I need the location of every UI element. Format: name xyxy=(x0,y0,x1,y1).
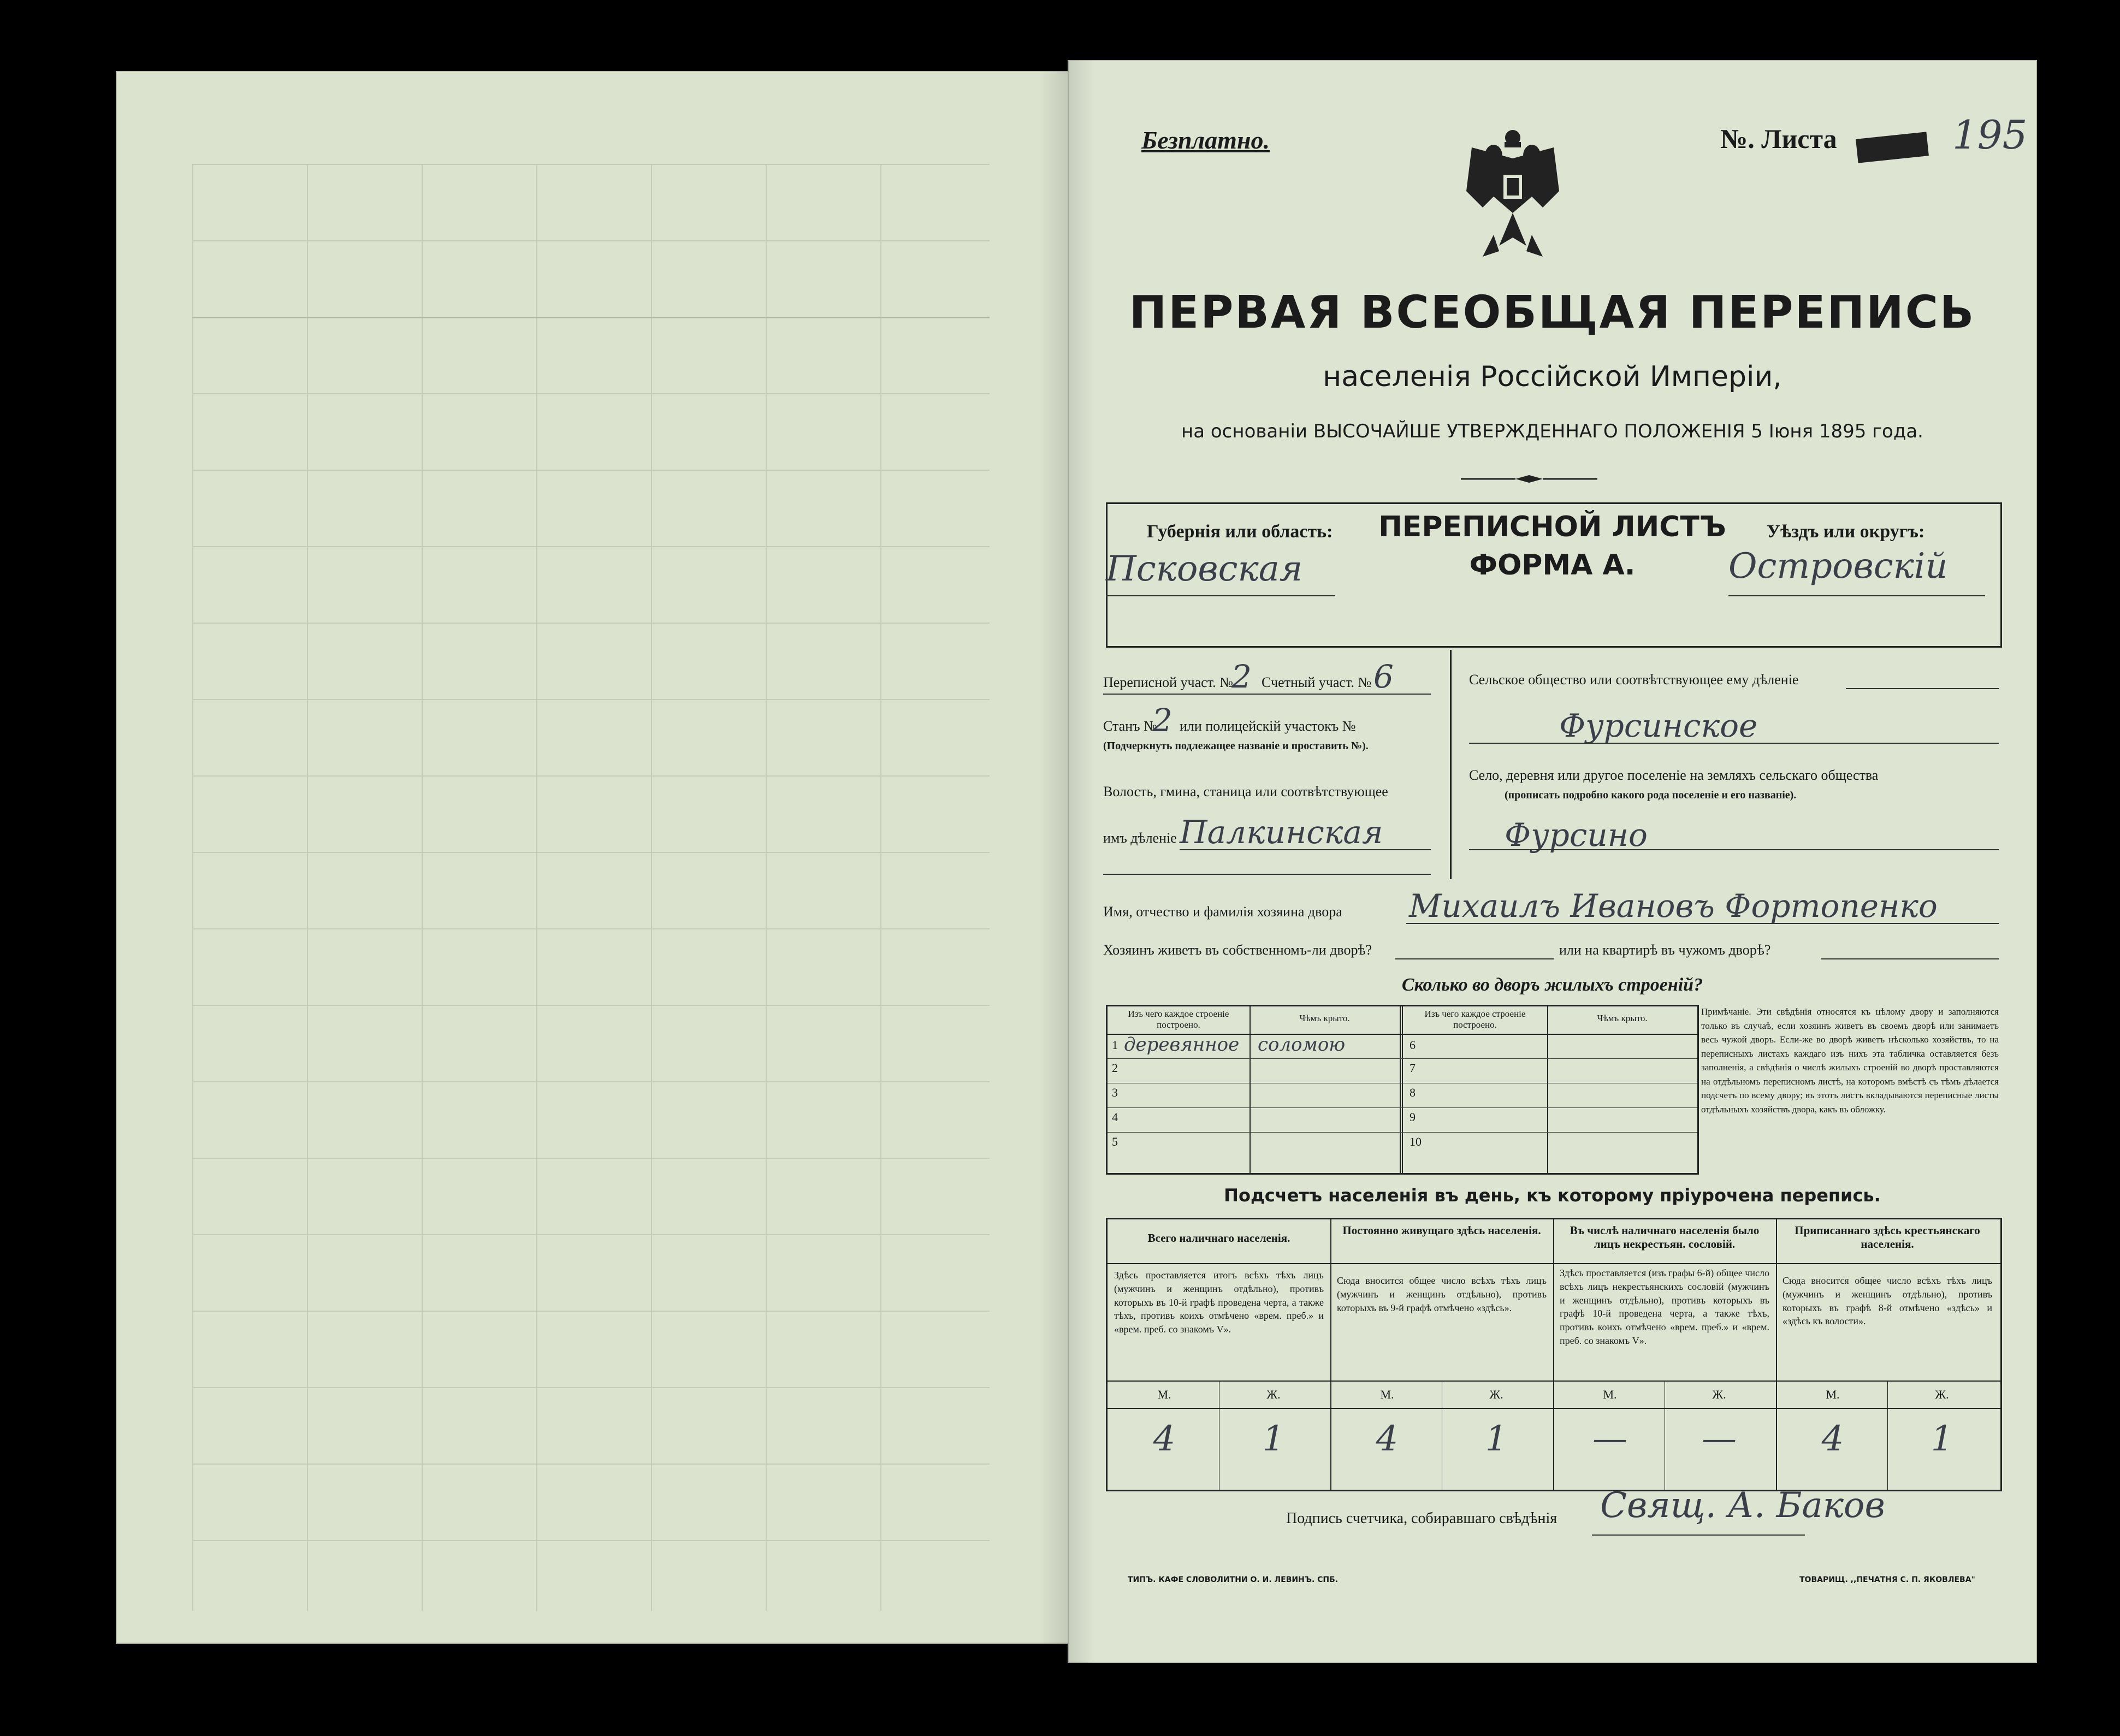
col-desc-registered-peasant: Сюда вносится общее число всѣхъ тѣхъ лицъ (мужчинъ и женщинъ отдѣльно), противъ которыхъ въ графѣ 8-й отмѣчено «здѣсь» и «здѣсь къ волости». xyxy=(1783,1275,1992,1327)
settlement-note: (прописать подробно какого рода поселеніе и его названіе). xyxy=(1505,789,1797,801)
col-material-right: Изъ чего каждое строеніе построено. xyxy=(1424,1009,1526,1030)
imperial-eagle-emblem xyxy=(1461,126,1565,262)
left-page-blank xyxy=(116,71,1071,1644)
col-head-non-peasant: Въ числѣ наличнаго населенія было лицъ некрестьян. сословій. xyxy=(1570,1224,1760,1251)
free-of-charge-label: Безплатно. xyxy=(1141,126,1270,154)
rents-label: или на квартирѣ въ чужомъ дворѣ? xyxy=(1559,942,1771,958)
settlement-underline xyxy=(1469,849,1999,850)
buildings-note: Примѣчаніе. Эти свѣдѣнія относятся къ цѣлому двору и заполняются только въ случаѣ, если хозяинъ живетъ въ своемъ дворѣ или занимаетъ весь чужой дворъ. Если-же во дворѣ живетъ нѣсколько хозяйствъ, то на переписныхъ листахъ каждаго изъ нихъ эта табличка оставляется безъ заполненія, а свѣдѣнія о числѣ жилыхъ строеній во дворѣ проставляются на отдѣльномъ переписномъ листѣ, на которомъ вмѣстѣ съ тѣмъ дѣлается подсчетъ по всему двору; въ этотъ листъ вкладываются переписные листы отдѣльныхъ хозяйствъ двора, какъ въ обложку. xyxy=(1701,1006,1999,1115)
row-line xyxy=(1108,1263,2000,1264)
building-material: деревянное xyxy=(1124,1034,1240,1056)
col-desc-total-present: Здѣсь проставляется итогъ всѣхъ тѣхъ лицъ (мужчинъ и женщинъ отдѣльно), противъ которыхъ въ 10-й графѣ проведена черта, а также тѣхъ, противъ коихъ отмѣчено «врем. преб.» и «врем. преб. со знакомъ V». xyxy=(1114,1270,1324,1335)
buildings-question: Сколько во дворъ жилыхъ строеній? xyxy=(1401,975,1703,995)
settlement-value: Фурсино xyxy=(1505,816,1648,854)
subtitle: населенія Россійской Имперіи, xyxy=(1323,360,1782,393)
male-label: М. xyxy=(1157,1388,1171,1401)
col-head-total-present: Всего наличнаго населенія. xyxy=(1147,1231,1290,1245)
gubernia-underline xyxy=(1106,595,1335,596)
rents-underline xyxy=(1821,958,1999,959)
owns-yard-underline xyxy=(1395,958,1554,959)
col-material-left: Изъ чего каждое строеніе построено. xyxy=(1128,1009,1229,1030)
census-district-value: 2 xyxy=(1231,658,1252,695)
female-label: Ж. xyxy=(1935,1388,1949,1401)
male-label: М. xyxy=(1826,1388,1840,1401)
page-fold-shadow xyxy=(1039,71,1071,1644)
building-roof: соломою xyxy=(1258,1034,1346,1056)
row-number: 8 xyxy=(1410,1086,1416,1099)
col-head-permanent: Постоянно живущаго здѣсь населенія. xyxy=(1342,1224,1541,1237)
census-form-page xyxy=(1068,60,2037,1663)
registered-peasant-female: 1 xyxy=(1930,1419,1953,1459)
uezd-value: Островскій xyxy=(1728,546,1948,586)
row-number: 10 xyxy=(1410,1135,1422,1148)
male-label: М. xyxy=(1380,1388,1394,1401)
row-number: 5 xyxy=(1112,1135,1118,1148)
form-title-line2: ФОРМА А. xyxy=(1469,549,1636,582)
row-line xyxy=(1108,1380,2000,1382)
male-label: М. xyxy=(1603,1388,1617,1401)
row-number: 1 xyxy=(1112,1038,1118,1052)
col-line xyxy=(1553,1219,1554,1490)
uezd-label: Уѣздъ или округъ: xyxy=(1767,522,1925,542)
ornament-divider xyxy=(1461,475,1597,483)
volost-label-cont: имъ дѣленіе xyxy=(1103,830,1177,846)
stan-value: 2 xyxy=(1152,702,1172,739)
police-district-label: или полицейскій участокъ № xyxy=(1180,718,1356,734)
gubernia-label: Губернія или область: xyxy=(1147,522,1333,542)
col-head-registered-peasant: Приписаннаго здѣсь крестьянскаго населенія. xyxy=(1795,1224,1980,1251)
col-line xyxy=(1547,1006,1548,1173)
col-line xyxy=(1776,1219,1777,1490)
counting-district-label: Счетный участ. № xyxy=(1262,674,1372,690)
volost-underline-2 xyxy=(1103,874,1431,875)
signature-underline xyxy=(1592,1534,1805,1536)
col-desc-permanent: Сюда вносится общее число всѣхъ тѣхъ лицъ (мужчинъ и женщинъ отдѣльно), противъ которыхъ въ 9-й графѣ отмѣчено «здѣсь». xyxy=(1337,1275,1547,1313)
permanent-male: 4 xyxy=(1376,1419,1399,1459)
row-number: 2 xyxy=(1112,1061,1118,1075)
registered-peasant-male: 4 xyxy=(1821,1419,1844,1459)
row-number: 9 xyxy=(1410,1110,1416,1124)
form-title-line1: ПЕРЕПИСНОЙ ЛИСТЪ xyxy=(1378,511,1726,543)
owns-yard-label: Хозяинъ живетъ въ собственномъ-ли дворѣ? xyxy=(1103,942,1372,958)
table-divider xyxy=(1400,1006,1403,1173)
row-number: 7 xyxy=(1410,1061,1416,1075)
village-society-underline xyxy=(1469,743,1999,744)
counting-district-value: 6 xyxy=(1373,658,1394,695)
row-number: 3 xyxy=(1112,1086,1118,1099)
total-present-male: 4 xyxy=(1153,1419,1176,1459)
population-table xyxy=(1106,1218,2002,1491)
col-roof-right: Чѣмъ крыто. xyxy=(1597,1013,1648,1023)
col-line xyxy=(1250,1006,1251,1173)
main-title: ПЕРВАЯ ВСЕОБЩАЯ ПЕРЕПИСЬ xyxy=(1129,287,1976,339)
row-line xyxy=(1108,1107,1697,1108)
stan-note: (Подчеркнуть подлежащее названіе и проставить №). xyxy=(1103,740,1369,752)
row-line xyxy=(1108,1058,1697,1059)
field-underline xyxy=(1846,688,1999,689)
row-line xyxy=(1108,1132,1697,1133)
non-peasant-female: — xyxy=(1702,1419,1737,1459)
row-number: 6 xyxy=(1410,1038,1416,1052)
col-line xyxy=(1330,1219,1331,1490)
col-desc-non-peasant: Здѣсь проставляется (изъ графы 6-й) общее число всѣхъ лицъ некрестьянскихъ сословій (мужчинъ и женщинъ отдѣльно), противъ которыхъ въ графѣ 10-й проведена черта, а также тѣхъ, противъ коихъ отмѣчено «врем. преб.» и «врем. преб. со знакомъ V». xyxy=(1560,1267,1769,1347)
stan-label: Станъ № xyxy=(1103,718,1157,734)
signature-label: Подпись счетчика, собиравшаго свѣдѣнія xyxy=(1286,1510,1558,1527)
col-roof-left: Чѣмъ крыто. xyxy=(1299,1013,1350,1023)
field-underline xyxy=(1103,694,1431,695)
female-label: Ж. xyxy=(1489,1388,1503,1401)
female-label: Ж. xyxy=(1266,1388,1281,1401)
owner-label: Имя, отчество и фамилія хозяина двора xyxy=(1103,904,1342,920)
legal-basis-line: на основаніи ВЫСОЧАЙШЕ УТВЕРЖДЕННАГО ПОЛОЖЕНІЯ 5 Іюня 1895 года. xyxy=(1181,420,1923,442)
census-district-label: Переписной участ. № xyxy=(1103,674,1233,690)
printer-imprint-left: ТИПЪ. КАФЕ СЛОВОЛИТНИ О. И. ЛЕВИНЪ. СПБ. xyxy=(1128,1575,1339,1584)
total-present-female: 1 xyxy=(1262,1419,1285,1459)
volost-value: Палкинская xyxy=(1180,814,1383,851)
village-society-value: Фурсинское xyxy=(1559,707,1758,744)
volost-underline xyxy=(1180,849,1431,850)
printer-imprint-right: ТОВАРИЩ. ,,ПЕЧАТНЯ С. П. ЯКОВЛЕВА" xyxy=(1799,1575,1975,1584)
column-divider xyxy=(1450,650,1452,879)
volost-label: Волость, гмина, станица или соотвѣтствующее xyxy=(1103,784,1388,799)
uezd-underline xyxy=(1728,595,1985,596)
non-peasant-male: — xyxy=(1592,1419,1627,1459)
owner-value: Михаилъ Ивановъ Фортопенко xyxy=(1409,887,1938,925)
owner-underline xyxy=(1406,923,1999,924)
buildings-table xyxy=(1106,1005,1699,1175)
permanent-female: 1 xyxy=(1485,1419,1508,1459)
sheet-number-label: №. Листа xyxy=(1720,123,1837,154)
female-label: Ж. xyxy=(1712,1388,1726,1401)
sheet-number-value: 195 xyxy=(1952,112,2028,158)
signature-value: Свящ. А. Баков xyxy=(1600,1485,1885,1526)
village-society-label: Сельское общество или соотвѣтствующее ему дѣленіе xyxy=(1469,672,1799,688)
population-title: Подсчетъ населенія въ день, къ которому пріурочена перепись. xyxy=(1224,1185,1881,1206)
bleed-through-grid xyxy=(192,164,990,1611)
row-line xyxy=(1108,1408,2000,1409)
struck-out-number xyxy=(1856,132,1929,163)
settlement-label: Село, деревня или другое поселеніе на земляхъ сельскаго общества xyxy=(1469,767,1879,783)
gubernia-value: Псковская xyxy=(1106,549,1303,589)
row-number: 4 xyxy=(1112,1110,1118,1124)
